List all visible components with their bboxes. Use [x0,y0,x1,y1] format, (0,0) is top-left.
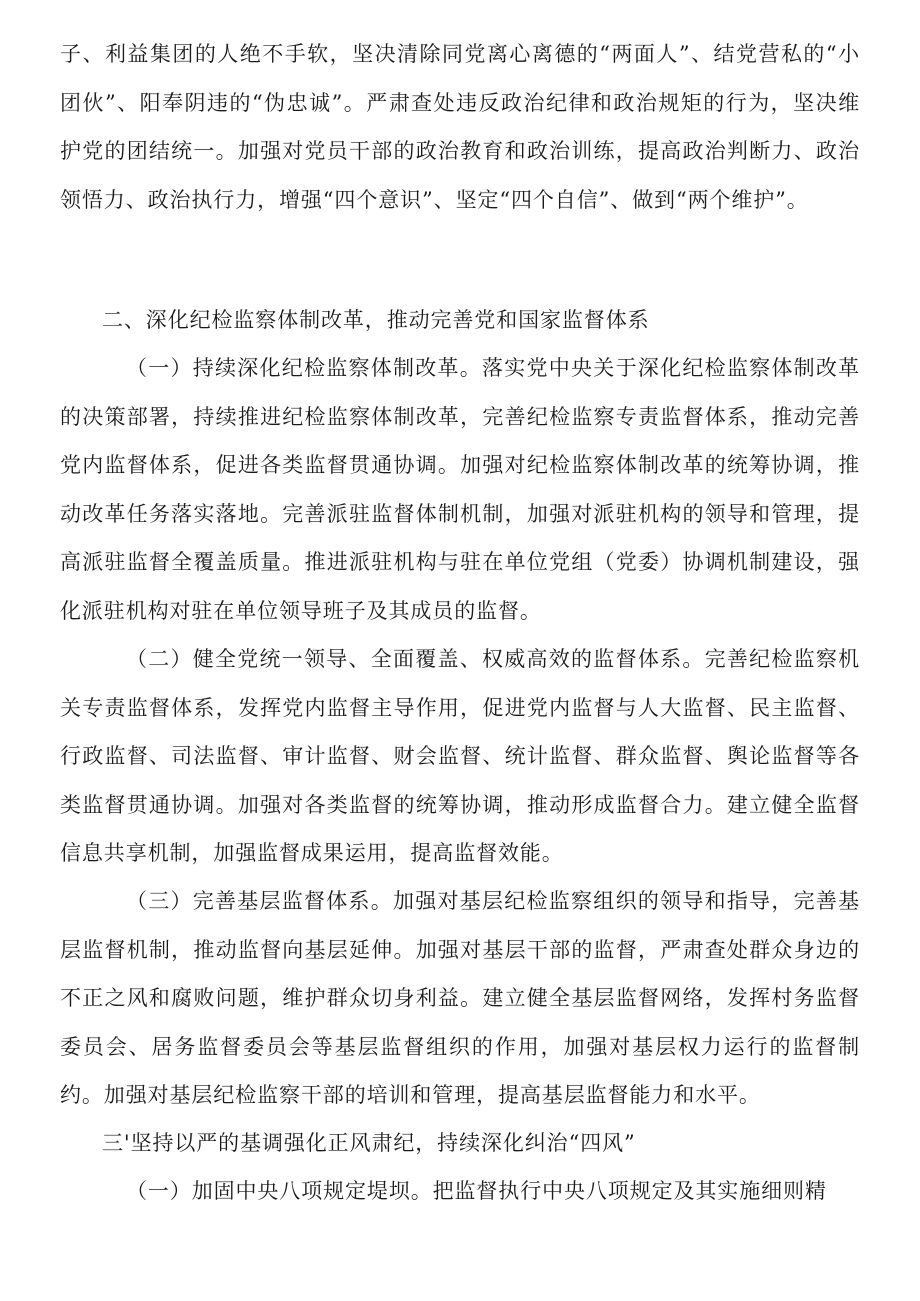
paragraph-continuation: 子、利益集团的人绝不手软，坚决清除同党离心离德的“两面人”、结党营私的“小团伙”、阳奉阴违的“伪忠诚”。严肃查处违反政治纪律和政治规矩的行为，坚决维护党的团结统一。加强对党员干部的政治教育和政治训练，提高政治判断力、政治领悟力、政治执行力，增强“四个意识”、坚定“四个自信”、做到“两个维护”。 [60,42,860,212]
paragraph-2-2: （二）健全党统一领导、全面覆盖、权威高效的监督体系。完善纪检监察机关专责监督体系，发挥党内监督主导作用，促进党内监督与人大监督、民主监督、行政监督、司法监督、审计监督、财会监督、统计监督、群众监督、舆论监督等各类监督贯通协调。加强对各类监督的统筹协调，推动形成监督合力。建立健全监督信息共享机制，加强监督成果运用，提高监督效能。 [60,647,860,865]
section-heading-2: 二、深化纪检监察体制改革，推动完善党和国家监督体系 [102,308,650,332]
paragraph-2-1: （一）持续深化纪检监察体制改革。落实党中央关于深化纪检监察体制改革的决策部署，持续推进纪检监察体制改革，完善纪检监察专责监督体系，推动完善党内监督体系，促进各类监督贯通协调。加强对纪检监察体制改革的统筹协调，推动改革任务落实落地。完善派驻监督体制机制，加强对派驻机构的领导和管理，提高派驻监督全覆盖质量。推进派驻机构与驻在单位党组（党委）协调机制建设，强化派驻机构对驻在单位领导班子及其成员的监督。 [60,356,860,623]
paragraph-2-3: （三）完善基层监督体系。加强对基层纪检监察组织的领导和指导，完善基层监督机制，推动监督向基层延伸。加强对基层干部的监督，严肃查处群众身边的不正之风和腐败问题，维护群众切身利益。建立健全基层监督网络，发挥村务监督委员会、居务监督委员会等基层监督组织的作用，加强对基层权力运行的监督制约。加强对基层纪检监察干部的培训和管理，提高基层监督能力和水平。 [60,889,860,1107]
section-heading-3: 三'坚持以严的基调强化正风肃纪，持续深化纠治“四风” [102,1131,636,1155]
paragraph-3-1: （一）加固中央八项规定堤坝。把监督执行中央八项规定及其实施细则精 [126,1179,827,1203]
